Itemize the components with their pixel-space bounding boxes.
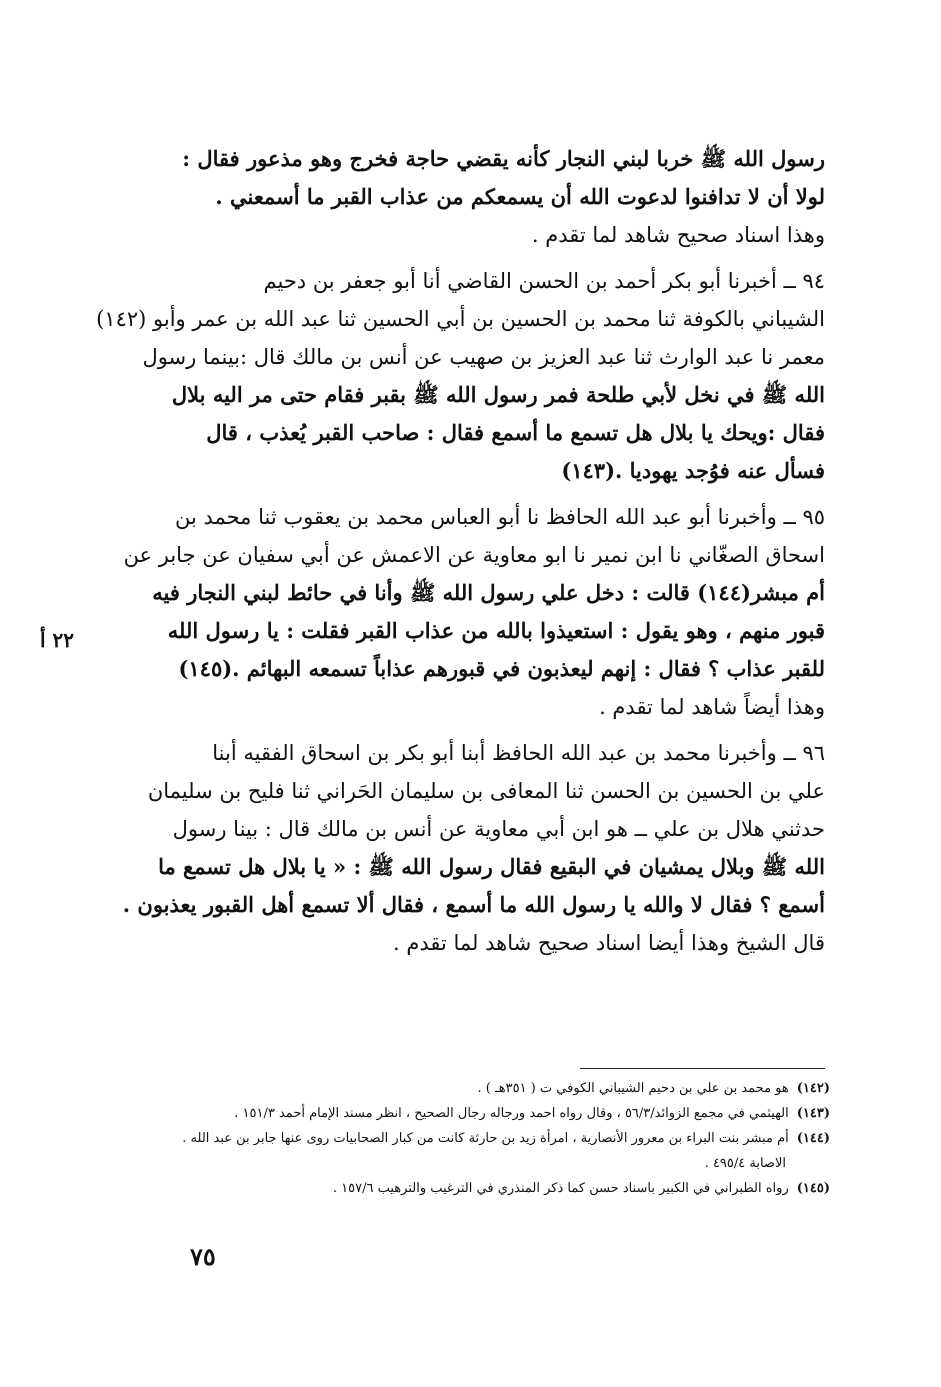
body-line: الشيباني بالكوفة ثنا محمد بن الحسين بن أبي الحسين ثنا عبد الله بن عمر وأبو (١٤٢)	[96, 307, 825, 331]
footnote	[105, 1176, 830, 1201]
footnote-number: (١٤٢)	[796, 1081, 830, 1096]
footnote	[105, 1101, 830, 1126]
footnote	[105, 1076, 830, 1101]
footnote-text: رواه الطبراني في الكبير باسناد حسن كما ذكر المنذري في الترغيب والترهيب ١٥٧/٦ .	[332, 1181, 789, 1196]
body-line: رسول الله ﷺ خربا لبني النجار كأنه يقضي حاجة فخرج وهو مذعور فقال :	[182, 146, 825, 171]
footnote-text: أم مبشر بنت البراء بن معرور الأنصارية ، امرأة زيد بن حارثة كانت من كبار الصحابيات روى عنها جابر بن عبد الله .	[182, 1131, 789, 1146]
footnote-number: (١٤٤)	[796, 1131, 830, 1146]
body-line: أسمع ؟ فقال لا والله يا رسول الله ما أسمع ، فقال ألا تسمع أهل القبور يعذبون .	[122, 892, 825, 917]
page-number: ٧٥	[190, 1242, 216, 1271]
body-line: لولا أن لا تدافنوا لدعوت الله أن يسمعكم من عذاب القبر ما أسمعني .	[215, 184, 825, 209]
body-line: للقبر عذاب ؟ فقال : إنهم ليعذبون في قبورهم عذاباً تسمعه البهائم .(١٤٥)	[178, 656, 825, 681]
footnote-rule	[580, 1068, 825, 1069]
body-line: الله ﷺ في نخل لأبي طلحة فمر رسول الله ﷺ بقبر فقام حتى مر اليه بلال	[171, 382, 825, 407]
body-line: اسحاق الصغّاني نا ابن نمير نا ابو معاوية عن الاعمش عن أبي سفيان عن جابر عن	[123, 543, 825, 567]
body-line: قال الشيخ وهذا أيضا اسناد صحيح شاهد لما تقدم .	[393, 931, 825, 955]
body-line: فسأل عنه فوُجد يهوديا .(١٤٣)	[561, 458, 825, 483]
body-line: قبور منهم ، وهو يقول : استعيذوا بالله من عذاب القبر فقلت : يا رسول الله	[167, 618, 825, 643]
body-line: معمر نا عبد الوارث ثنا عبد العزيز بن صهيب عن أنس بن مالك قال :بينما رسول	[142, 345, 825, 369]
body-line: ٩٤ ــ أخبرنا أبو بكر أحمد بن الحسن القاضي أنا أبو جعفر بن دحيم	[263, 269, 825, 293]
body-line: وهذا أيضاً شاهد لما تقدم .	[599, 695, 825, 719]
body-text	[96, 140, 825, 962]
body-line: أم مبشر(١٤٤) قالت : دخل علي رسول الله ﷺ وأنا في حائط لبني النجار فيه	[152, 580, 825, 605]
footnote	[105, 1126, 830, 1151]
footnote-number: (١٤٥)	[796, 1181, 830, 1196]
footnote-text: الاصابة ٤٩٥/٤ .	[704, 1156, 786, 1171]
body-line: حدثني هلال بن علي ــ هو ابن أبي معاوية عن أنس بن مالك قال : بينا رسول	[172, 817, 825, 841]
body-line: ٩٦ ــ وأخبرنا محمد بن عبد الله الحافظ أبنا أبو بكر بن اسحاق الفقيه أبنا	[212, 741, 825, 765]
footnote	[105, 1151, 830, 1176]
body-line: الله ﷺ وبلال يمشيان في البقيع فقال رسول الله ﷺ : « يا بلال هل تسمع ما	[158, 854, 825, 879]
footnote-text: الهيثمي في مجمع الزوائد/٥٦/٣ ، وقال رواه احمد ورجاله رجال الصحيح ، انظر مسند الإمام أحمد ١٥١/٣ .	[234, 1106, 789, 1121]
margin-note: ٢٢ أ	[40, 628, 75, 652]
footnote-text: هو محمد بن علي بن دحيم الشيباني الكوفي ت ( ٣٥١هـ ) .	[477, 1081, 789, 1096]
body-line: علي بن الحسين بن الحسن ثنا المعافى بن سليمان الحَراني ثنا فليح بن سليمان	[147, 779, 825, 803]
body-line: وهذا اسناد صحيح شاهد لما تقدم .	[531, 223, 825, 247]
body-line: فقال :ويحك يا بلال هل تسمع ما أسمع فقال : صاحب القبر يُعذب ، قال	[206, 420, 825, 445]
footnotes	[105, 1076, 830, 1201]
body-line: ٩٥ ــ وأخبرنا أبو عبد الله الحافظ نا أبو العباس محمد بن يعقوب ثنا محمد بن	[174, 505, 825, 529]
footnote-number: (١٤٣)	[796, 1106, 830, 1121]
